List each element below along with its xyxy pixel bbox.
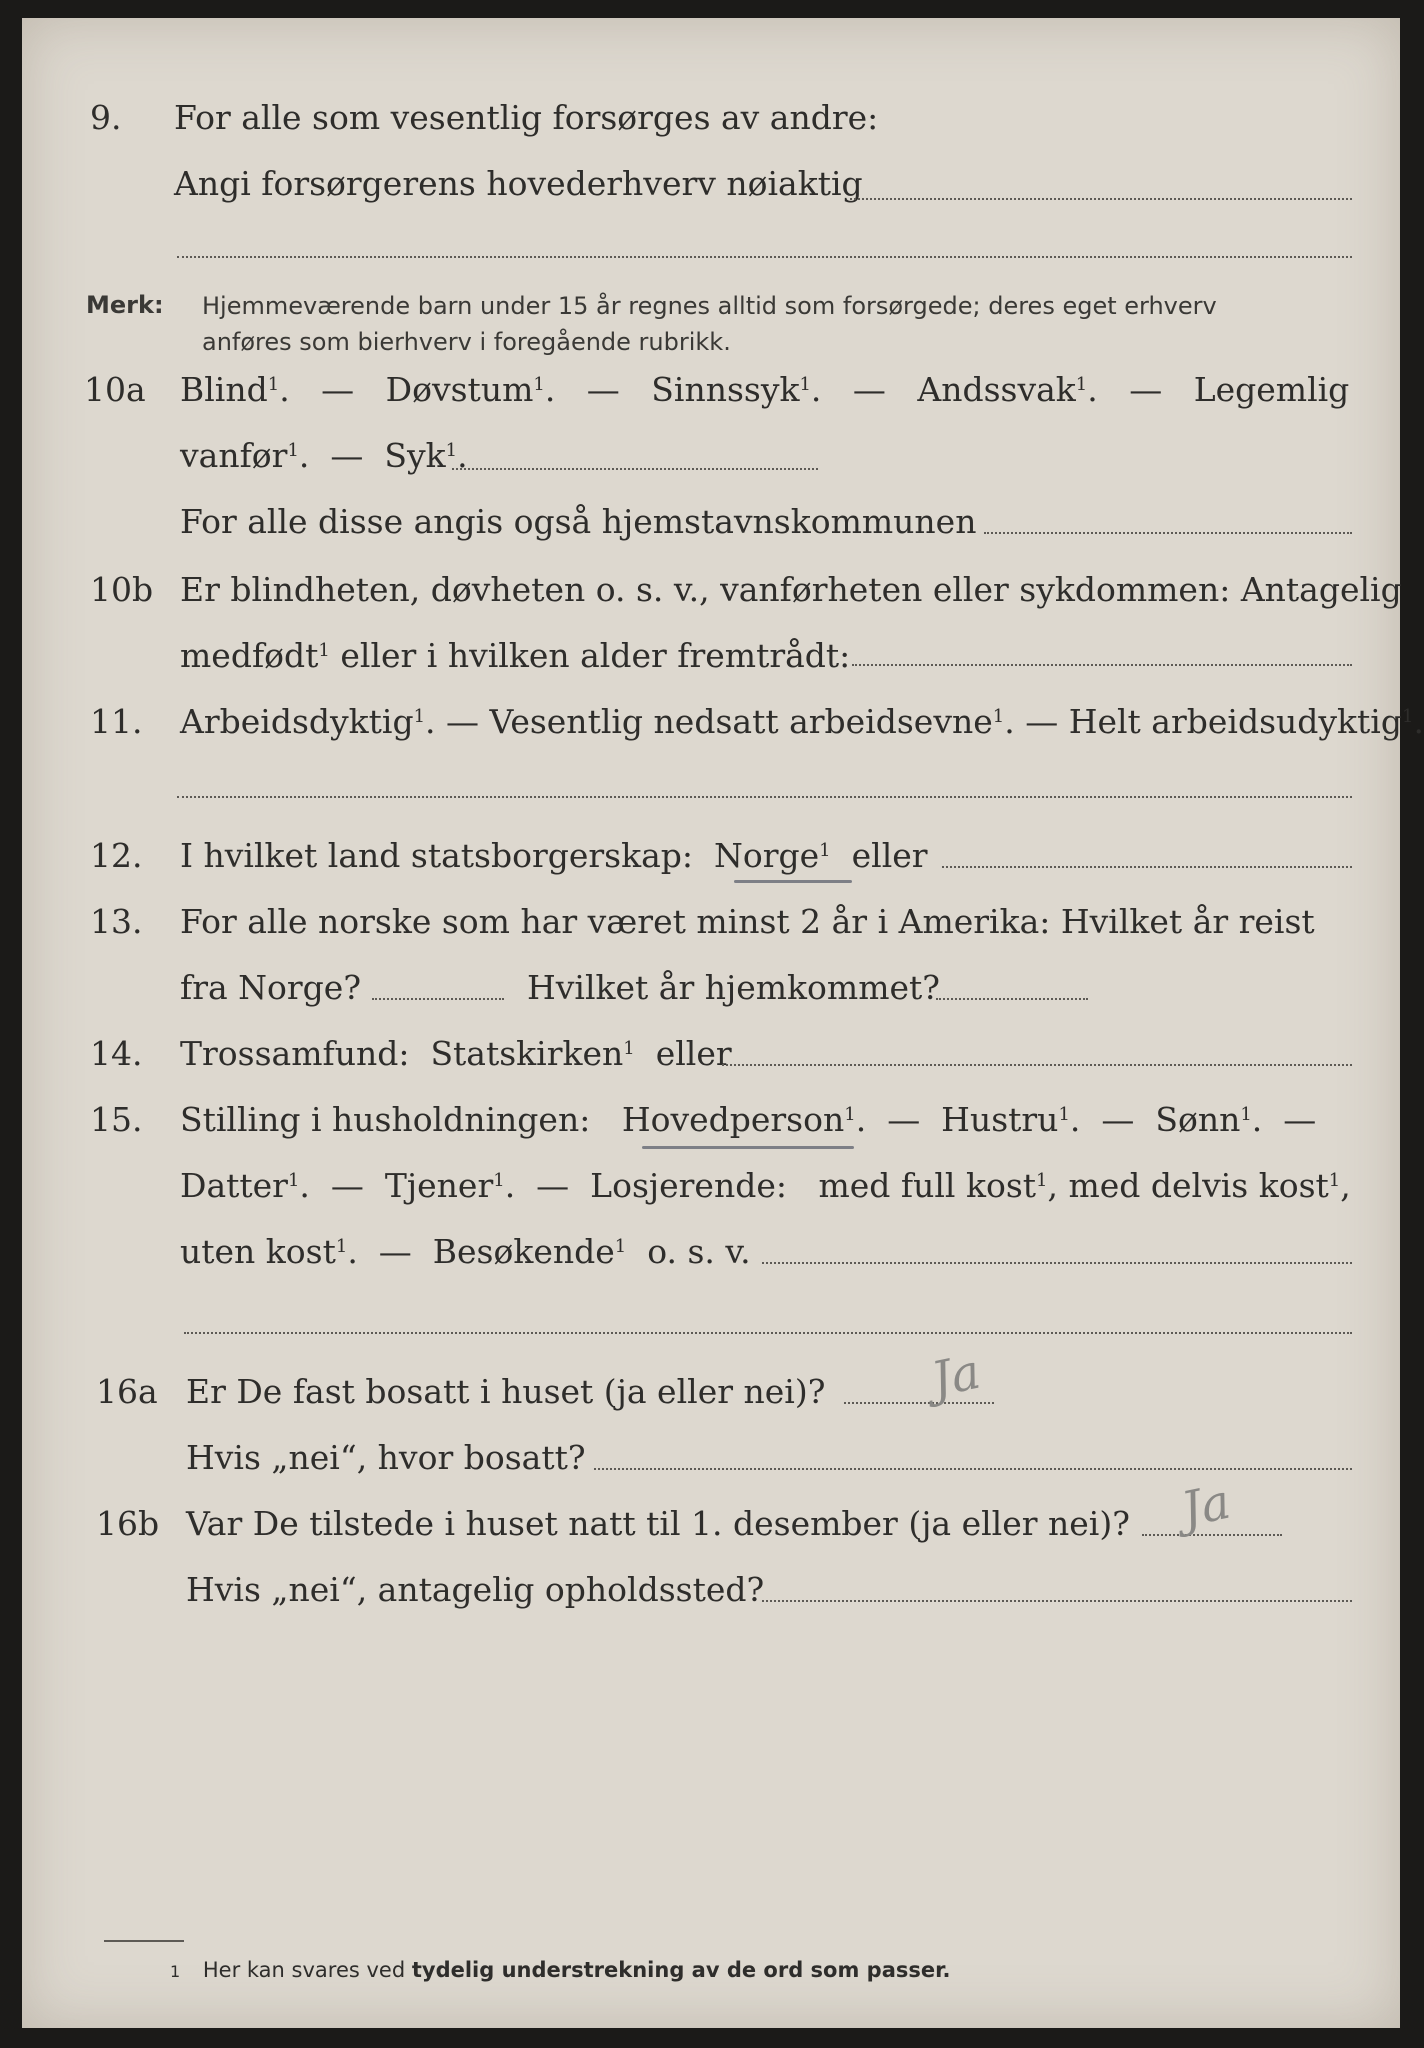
q15-line2: Datter$^1$. — Tjener$^1$. — Losjerende: med full kost$^1$, med delvis kost$^1$, — [180, 1166, 1351, 1205]
q16b-answer-line[interactable] — [1142, 1534, 1282, 1536]
q9-answer-line-2[interactable] — [177, 256, 1352, 258]
full-kost-option: med full kost — [818, 1166, 1037, 1205]
statskirken-option: Statskirken — [430, 1034, 624, 1073]
uten-kost-option: uten kost — [180, 1232, 336, 1271]
dovstum-option: Døvstum — [385, 370, 534, 409]
q16a-line1: Er De fast bosatt i huset (ja eller nei)? — [186, 1372, 826, 1411]
q9-number: 9. — [90, 98, 122, 137]
merk-note — [202, 288, 1217, 360]
q11-answer-line[interactable] — [177, 796, 1352, 798]
q10a-line2: vanfør$^1$. — Syk$^1$. — [180, 436, 468, 475]
merk-line2: anføres som bierhverv i foregående rubrikk. — [202, 328, 731, 356]
q16a-line2: Hvis „nei“, hvor bosatt? — [186, 1438, 586, 1477]
q13-number: 13. — [90, 902, 143, 941]
q12-number: 12. — [90, 836, 143, 875]
q15-answer-line-2[interactable] — [184, 1332, 1352, 1334]
footnote-rule — [104, 1940, 184, 1942]
q16a-handwritten-answer: Ja — [926, 1343, 986, 1409]
q15-line1: Stilling i husholdningen: Hovedperson$^1$. — Hustru$^1$. — Sønn$^1$. — — [180, 1100, 1317, 1139]
q10b-line2: medfødt$^1$ eller i hvilken alder fremtrådt: — [180, 636, 851, 675]
q12-line: I hvilket land statsborgerskap: Norge$^1$ eller — [180, 836, 928, 875]
q10a-line1: Blind$^1$. — Døvstum$^1$. — Sinnssyk$^1$. — Andssvak$^1$. — Legemlig — [180, 370, 1350, 409]
q10a-number: 10a — [84, 370, 146, 409]
sonn-option: Sønn — [1155, 1100, 1241, 1139]
q16a-number: 16a — [96, 1372, 158, 1411]
q11-number: 11. — [90, 702, 143, 741]
q14-answer-line[interactable] — [722, 1064, 1352, 1066]
q15-line3: uten kost$^1$. — Besøkende$^1$ o. s. v. — [180, 1232, 751, 1271]
blind-option: Blind — [180, 370, 268, 409]
q10b-line1: Er blindheten, døvheten o. s. v., vanførheten eller sykdommen: Antagelig — [180, 570, 1402, 609]
footnote-bold-text: tydelig understrekning av de ord som passer. — [411, 1958, 951, 1982]
q9-line2: Angi forsørgerens hovederhverv nøiaktig — [174, 164, 863, 203]
sinnssyk-option: Sinnssyk — [651, 370, 800, 409]
udyktig-option: Helt arbeidsudyktig — [1068, 702, 1402, 741]
q10a-answer-line[interactable] — [452, 468, 818, 470]
q10a-hjemstavn-line[interactable] — [984, 532, 1352, 534]
q16b-number: 16b — [96, 1504, 160, 1543]
merk-line1: Hjemmeværende barn under 15 år regnes alltid som forsørgede; deres eget erhverv — [202, 292, 1217, 320]
syk-option: Syk — [384, 436, 446, 475]
andssvak-option: Andssvak — [917, 370, 1076, 409]
q16b-opholdssted-line[interactable] — [762, 1600, 1352, 1602]
q16b-line1: Var De tilstede i huset natt til 1. desember (ja eller nei)? — [186, 1504, 1130, 1543]
besokende-option: Besøkende — [432, 1232, 615, 1271]
q13-fra-norge: fra Norge? — [180, 968, 362, 1007]
arbeidsdyktig-option: Arbeidsdyktig — [180, 702, 414, 741]
q10a-line3: For alle disse angis også hjemstavnskommunen — [180, 502, 977, 541]
q13-hjemkommet: Hvilket år hjemkommet? — [527, 968, 940, 1007]
footnote-mark: 1 — [170, 1962, 181, 1981]
nedsatt-option: Vesentlig nedsatt arbeidsevne — [489, 702, 993, 741]
delvis-kost-option: med delvis kost — [1068, 1166, 1329, 1205]
q14-line: Trossamfund: Statskirken$^1$ eller — [180, 1034, 732, 1073]
vanfor-option: vanfør — [180, 436, 288, 475]
q16a-bosatt-line[interactable] — [594, 1468, 1352, 1470]
q11-line1: Arbeidsdyktig$^1$. — Vesentlig nedsatt arbeidsevne$^1$. — Helt arbeidsudyktig$^1$. — [180, 702, 1424, 741]
merk-label: Merk: — [86, 291, 164, 319]
q10b-number: 10b — [90, 570, 154, 609]
datter-option: Datter — [180, 1166, 288, 1205]
q13-hjemkommet-line[interactable] — [936, 998, 1088, 1000]
hovedperson-underline-mark — [642, 1146, 854, 1149]
q14-number: 14. — [90, 1034, 143, 1073]
q15-number: 15. — [90, 1100, 143, 1139]
tjener-option: Tjener — [384, 1166, 494, 1205]
census-form-page — [22, 18, 1424, 2028]
footnote-text: Her kan svares ved — [202, 1958, 406, 1982]
q13-reist-line[interactable] — [372, 998, 504, 1000]
hustru-option: Hustru — [941, 1100, 1059, 1139]
q9-line1: For alle som vesentlig forsørges av andre: — [174, 98, 879, 137]
q15-answer-line[interactable] — [762, 1262, 1352, 1264]
footnote — [170, 1958, 950, 1982]
q16b-handwritten-answer: Ja — [1176, 1473, 1236, 1539]
legemlig-option: Legemlig — [1193, 370, 1350, 409]
q16a-answer-line[interactable] — [844, 1402, 994, 1404]
norge-underline-mark — [734, 880, 852, 883]
medfodt-option: medfødt — [180, 636, 319, 675]
hovedperson-option: Hovedperson — [621, 1100, 845, 1139]
q9-answer-line[interactable] — [850, 198, 1352, 200]
q16b-line2: Hvis „nei“, antagelig opholdssted? — [186, 1570, 765, 1609]
norge-option: Norge — [714, 836, 820, 875]
q12-answer-line[interactable] — [942, 866, 1352, 868]
q13-line1: For alle norske som har været minst 2 år i Amerika: Hvilket år reist — [180, 902, 1315, 941]
q10b-answer-line[interactable] — [852, 664, 1352, 666]
